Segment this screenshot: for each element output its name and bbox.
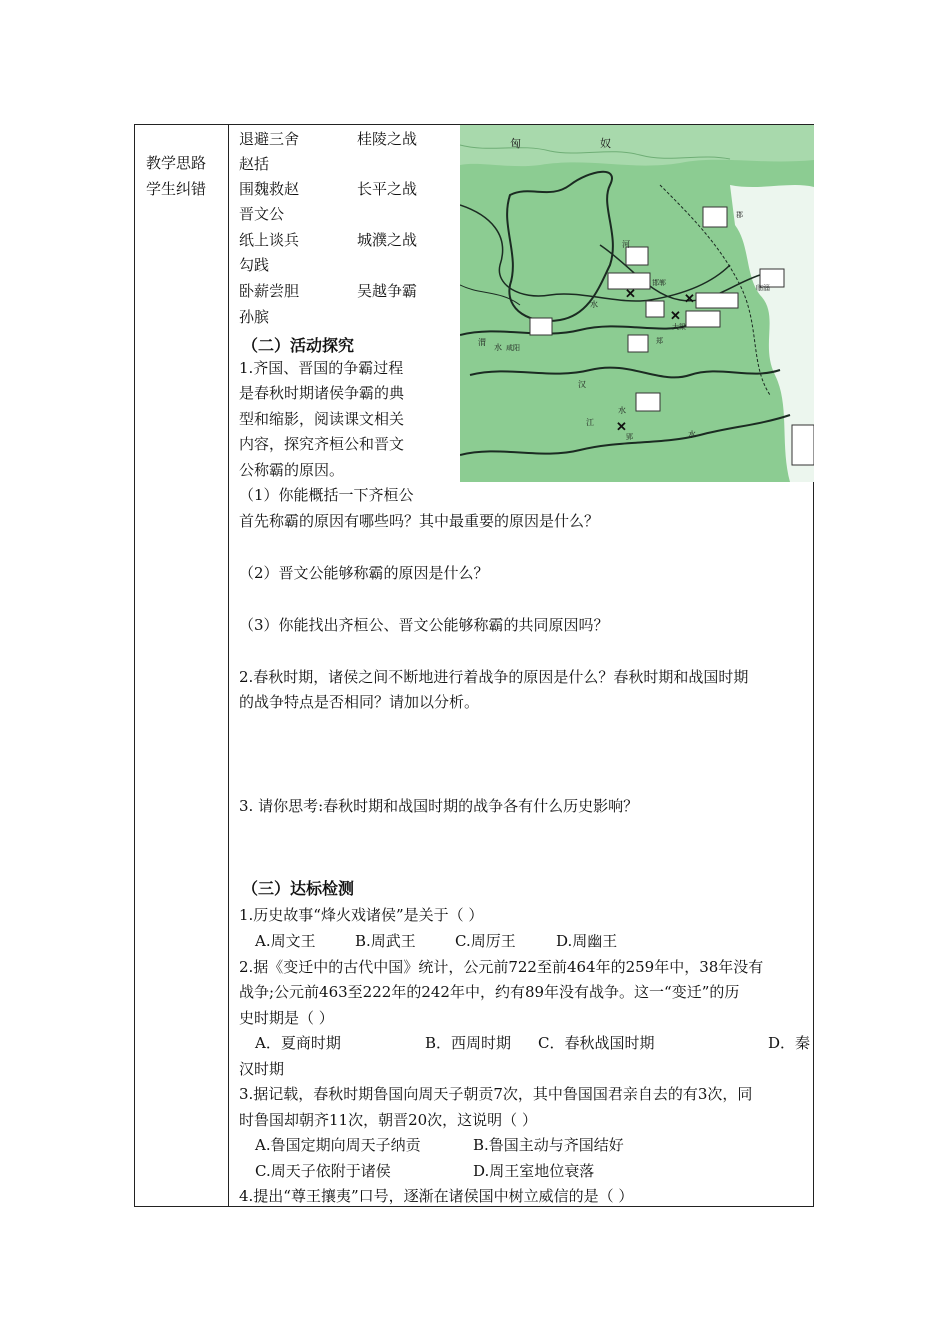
map-blank-box [696, 293, 738, 308]
battle-mark-icon: ✕ [616, 420, 627, 435]
option: B.鲁国主动与齐国结好 [473, 1136, 624, 1154]
match-item: 赵括 [239, 155, 270, 173]
option: B．西周时期 [425, 1034, 512, 1052]
map-label: 大梁 [672, 323, 686, 331]
match-item: 围魏救赵 [239, 180, 300, 198]
option: C．春秋战国时期 [538, 1034, 655, 1052]
section-2-title: （二）活动探究 [242, 336, 355, 355]
map-label: 郡 [736, 211, 743, 219]
question-line: 3.据记载，春秋时期鲁国向周天子朝贡7次，其中鲁国国君亲自去的有3次，同 [239, 1085, 753, 1103]
map-label: 郑 [656, 337, 663, 345]
map-blank-box [703, 207, 727, 227]
paragraph-line: 1.齐国、晋国的争霸过程 [239, 359, 404, 377]
option: B.周武王 [355, 932, 416, 950]
map-label: 水 [618, 406, 626, 415]
map-label: 水 [688, 430, 696, 439]
match-item: 晋文公 [239, 205, 285, 223]
match-item: 勾践 [239, 256, 270, 274]
map-blank-box [628, 335, 648, 352]
row-label-line: 学生纠错 [146, 180, 207, 198]
row-label [146, 150, 206, 202]
map-label: 汉 [578, 380, 586, 389]
map-label: 渭 [478, 338, 486, 347]
map-blank-box [636, 393, 660, 411]
option: A.鲁国定期向周天子纳贡 [255, 1136, 421, 1154]
map-label: 水 [590, 300, 598, 309]
question-line: 4.提出“尊王攘夷”口号，逐渐在诸侯国中树立威信的是（ ） [239, 1187, 634, 1205]
option-continuation: 汉时期 [239, 1060, 285, 1078]
warring-states-map [460, 125, 814, 482]
option: A.周文王 [255, 932, 316, 950]
question-line: 战争;公元前463至222年的242年中，约有89年没有战争。这一“变迁”的历 [239, 983, 740, 1001]
question-line: 2.春秋时期，诸侯之间不断地进行着战争的原因是什么？春秋时期和战国时期 [239, 668, 749, 686]
map-label: 郢 [626, 433, 633, 441]
question-line: 首先称霸的原因有哪些吗？其中最重要的原因是什么？ [239, 512, 600, 530]
match-item: 吴越争霸 [357, 282, 418, 300]
column-divider [228, 124, 229, 1207]
option: C.周天子依附于诸侯 [255, 1162, 391, 1180]
row-label-line: 教学思路 [146, 154, 207, 172]
question-line: 1.历史故事“烽火戏诸侯”是关于（ ） [239, 906, 484, 924]
match-item: 桂陵之战 [357, 130, 418, 148]
question-line: 史时期是（ ） [239, 1009, 334, 1027]
option: D.周王室地位衰落 [473, 1162, 595, 1180]
map-label: 邯郸 [652, 279, 666, 287]
battle-mark-icon: ✕ [670, 309, 681, 324]
match-item: 退避三舍 [239, 130, 300, 148]
battle-mark-icon: ✕ [625, 287, 636, 302]
option: A．夏商时期 [255, 1034, 341, 1052]
map-label: 临淄 [756, 284, 770, 292]
match-item: 卧薪尝胆 [239, 282, 300, 300]
match-item: 城濮之战 [357, 231, 418, 249]
map-blank-box [530, 318, 552, 335]
paragraph-line: 公称霸的原因。 [239, 461, 345, 479]
map-label: 河 [622, 240, 630, 249]
question-line: （2）晋文公能够称霸的原因是什么？ [239, 564, 489, 582]
map-label: 江 [586, 418, 594, 427]
map-blank-box [686, 311, 720, 327]
option: D.周幽王 [556, 932, 618, 950]
question-line: 时鲁国却朝齐11次，朝晋20次，这说明（ ） [239, 1111, 537, 1129]
battle-mark-icon: ✕ [684, 292, 695, 307]
map-label: 咸阳 [506, 344, 520, 352]
map-blank-box [626, 247, 648, 265]
question-line: 3. 请你思考:春秋时期和战国时期的战争各有什么历史影响？ [239, 797, 639, 815]
question-line: （1）你能概括一下齐桓公 [239, 486, 414, 504]
option: C.周厉王 [455, 932, 516, 950]
match-item: 孙膑 [239, 308, 270, 326]
paragraph-line: 是春秋时期诸侯争霸的典 [239, 384, 405, 402]
option: D．秦 [768, 1034, 811, 1052]
section-3-title: （三）达标检测 [242, 879, 355, 898]
map-blank-box [646, 301, 664, 317]
map-label: 水 [494, 343, 502, 352]
match-item: 纸上谈兵 [239, 231, 300, 249]
question-line: （3）你能找出齐桓公、晋文公能够称霸的共同原因吗？ [239, 616, 609, 634]
map-label: 奴 [600, 137, 611, 150]
paragraph-line: 内容，探究齐桓公和晋文 [239, 435, 405, 453]
map-legend [792, 425, 814, 465]
paragraph-line: 型和缩影，阅读课文相关 [239, 410, 405, 428]
question-line: 2.据《变迁中的古代中国》统计，公元前722至前464年的259年中，38年没有 [239, 958, 764, 976]
match-item: 长平之战 [357, 180, 418, 198]
question-line: 的战争特点是否相同？请加以分析。 [239, 693, 480, 711]
map-label: 匈 [510, 137, 521, 150]
